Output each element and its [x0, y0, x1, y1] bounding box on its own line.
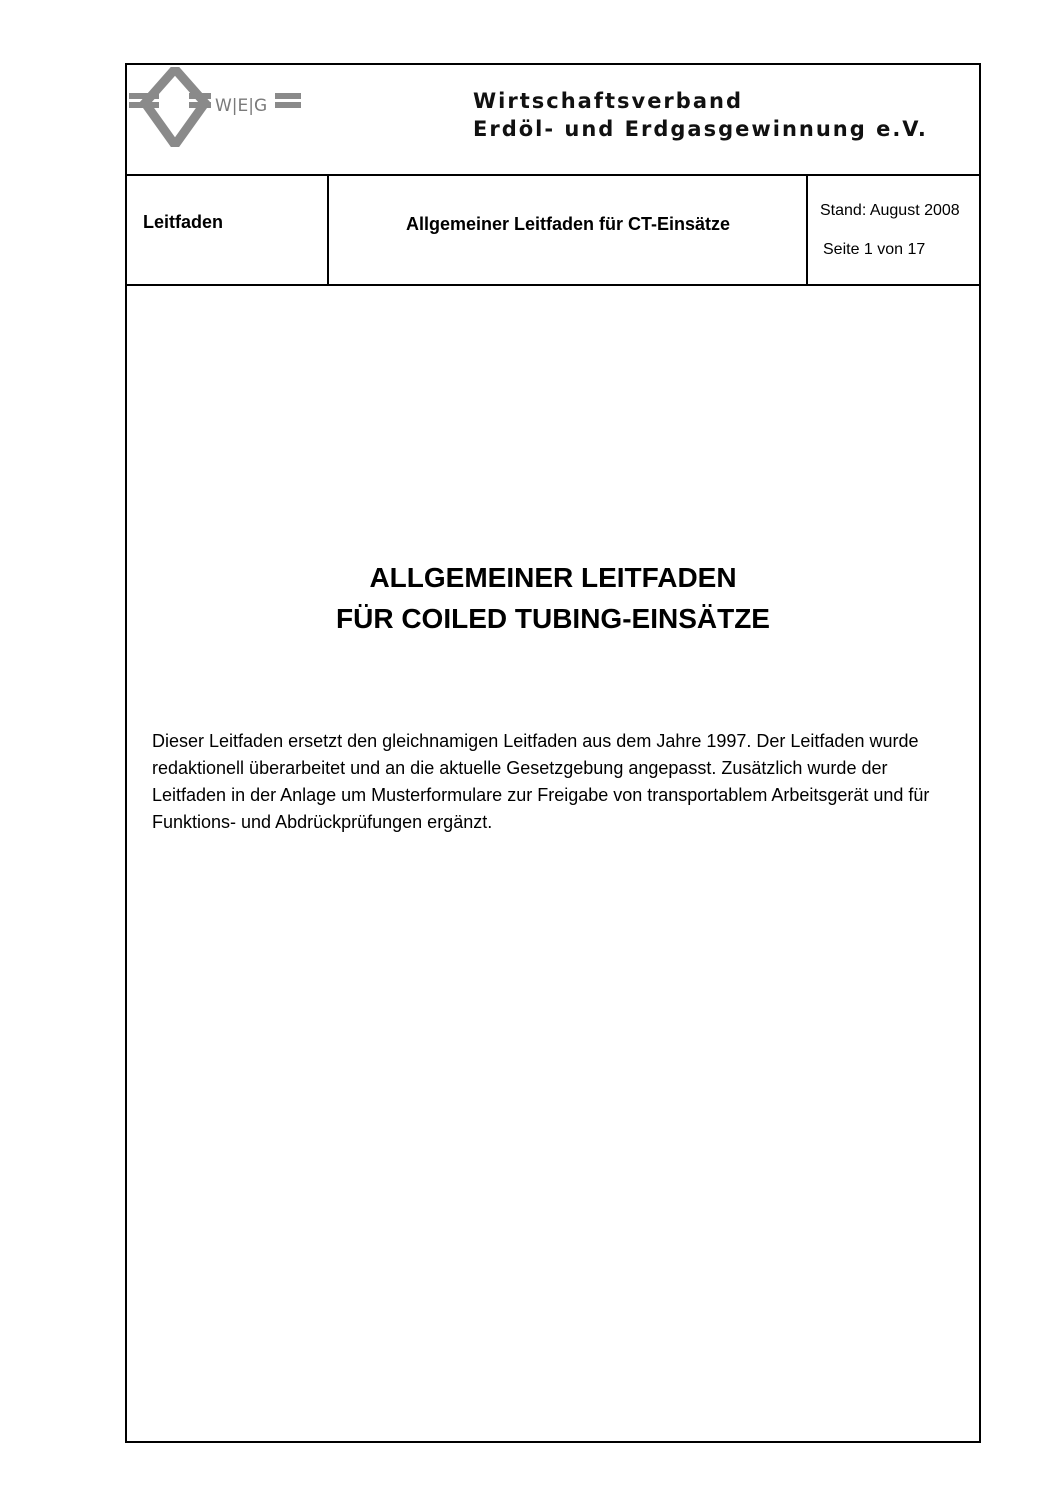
document-type: Leitfaden — [143, 212, 224, 232]
document-title: Allgemeiner Leitfaden für CT-Einsätze — [405, 214, 731, 234]
info-divider-1 — [327, 176, 329, 284]
logo-letters: W|E|G — [215, 96, 268, 116]
main-title-line2: FÜR COILED TUBING-EINSÄTZE — [336, 603, 770, 634]
info-row — [127, 176, 979, 286]
org-name-line2: Erdöl- und Erdgasgewinnung e.V. — [473, 117, 928, 141]
main-title — [127, 557, 979, 639]
weg-logo — [129, 67, 309, 147]
intro-paragraph: Dieser Leitfaden ersetzt den gleichnamigen Leitfaden aus dem Jahre 1997. Der Leitfaden wurde redaktionell überarbeitet und an die aktuelle Gesetzgebung angepasst. Zusätzlich wurde der Leitfaden in der Anlage um Musterformulare zur Freigabe von transportablem Arbeitsgerät und für Funktions- und Abdrückprüfungen ergänzt. — [152, 731, 930, 832]
page-number: Seite 1 von 17 — [823, 241, 926, 258]
org-name-line1: Wirtschaftsverband — [473, 89, 743, 113]
header-row — [127, 65, 979, 176]
document-frame — [125, 63, 981, 1443]
main-title-line1: ALLGEMEINER LEITFADEN — [369, 562, 737, 593]
info-divider-2 — [806, 176, 808, 284]
organization-name — [473, 87, 928, 143]
document-date: Stand: August 2008 — [820, 202, 960, 219]
